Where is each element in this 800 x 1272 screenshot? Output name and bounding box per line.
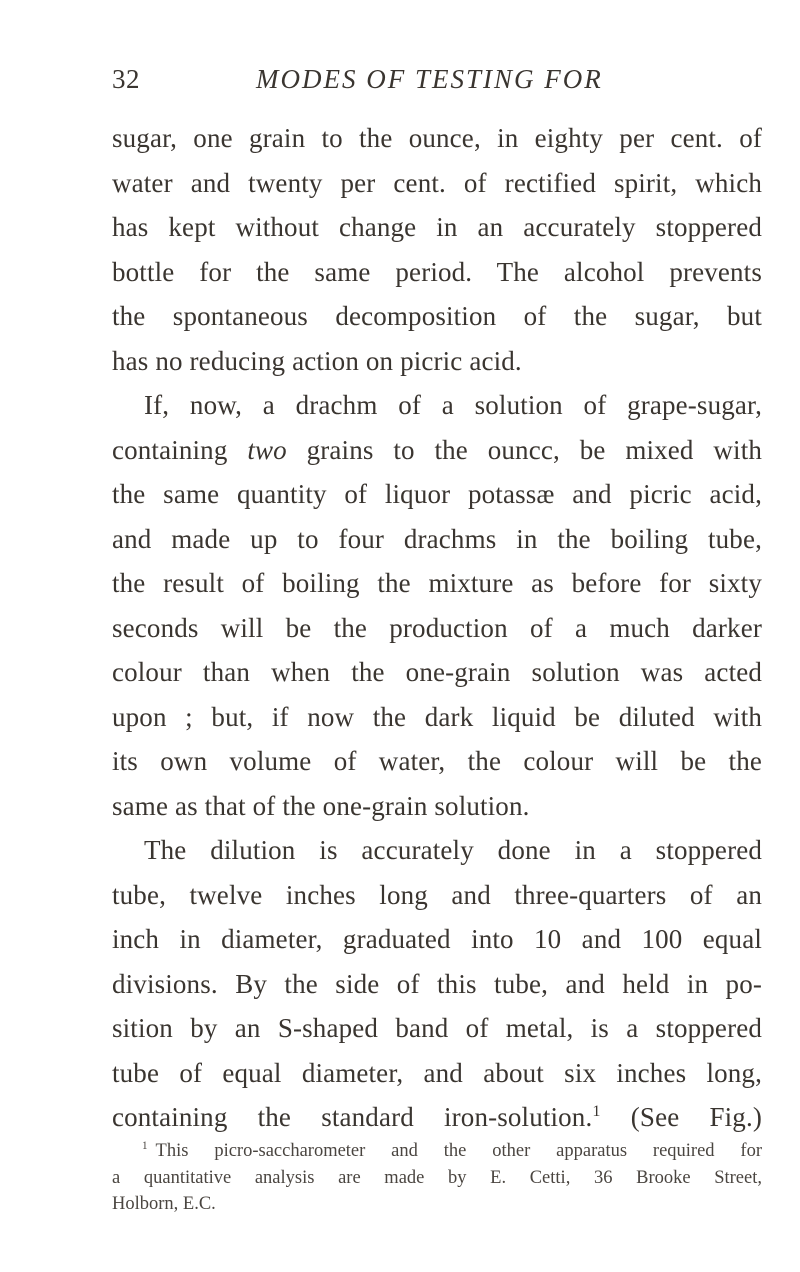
text-line-with-footnote-ref <box>112 1095 762 1140</box>
text-line: If, now, a drachm of a solution of grape-sugar, <box>144 390 762 420</box>
text-fragment: grains to the ouncc, be mixed with <box>286 434 762 465</box>
page-number: 32 <box>112 64 140 94</box>
text-fragment: containing <box>112 434 248 465</box>
running-head: MODES OF TESTING FOR <box>256 64 603 94</box>
footnote <box>112 1138 762 1218</box>
text-line: divisions. By the side of this tube, and held in po- <box>112 968 762 999</box>
text-fragment: containing the standard iron-solution. <box>112 1102 593 1132</box>
text-line-with-italic <box>112 428 762 473</box>
footnote-reference[interactable]: 1 <box>592 1102 601 1120</box>
text-line: sugar, one grain to the ounce, in eighty per cent. of <box>112 123 762 153</box>
text-line: same as that of the one-grain solution. <box>112 790 530 821</box>
footnote-line <box>112 1138 762 1165</box>
text-line: tube of equal diameter, and about six inches long, <box>112 1057 762 1088</box>
italic-word: two <box>247 434 287 465</box>
text-line: bottle for the same period. The alcohol prevents <box>112 256 762 287</box>
text-fragment: (See Fig.) <box>600 1102 763 1132</box>
text-line: tube, twelve inches long and three-quarters of an <box>112 879 762 910</box>
text-line: the result of boiling the mixture as before for sixty <box>112 568 762 598</box>
text-line: and made up to four drachms in the boiling tube, <box>112 523 762 554</box>
text-line: colour than when the one-grain solution was acted <box>112 657 762 687</box>
text-line: the same quantity of liquor potassæ and picric acid, <box>112 479 762 509</box>
text-line: seconds will be the production of a much darker <box>112 612 762 643</box>
footnote-text: This picro-saccharometer and the other apparatus required for <box>155 1141 762 1161</box>
text-line: The dilution is accurately done in a stoppered <box>144 835 762 865</box>
text-line: upon ; but, if now the dark liquid be diluted with <box>112 701 762 732</box>
text-line: has no reducing action on picric acid. <box>112 345 522 376</box>
footnote-line: a quantitative analysis are made by E. Cetti, 36 Brooke Street, <box>112 1167 762 1188</box>
footnote-mark: 1 <box>142 1139 148 1152</box>
text-line: has kept without change in an accurately stoppered <box>112 212 762 242</box>
text-line: sition by an S-shaped band of metal, is a stoppered <box>112 1013 762 1043</box>
body-text <box>112 116 762 1140</box>
footnote-line: Holborn, E.C. <box>112 1194 216 1214</box>
text-line: its own volume of water, the colour will be the <box>112 746 762 776</box>
text-line: inch in diameter, graduated into 10 and 100 equal <box>112 924 762 954</box>
page-header <box>112 64 762 104</box>
text-line: water and twenty per cent. of rectified spirit, which <box>112 167 762 198</box>
text-line: the spontaneous decomposition of the sugar, but <box>112 301 762 331</box>
